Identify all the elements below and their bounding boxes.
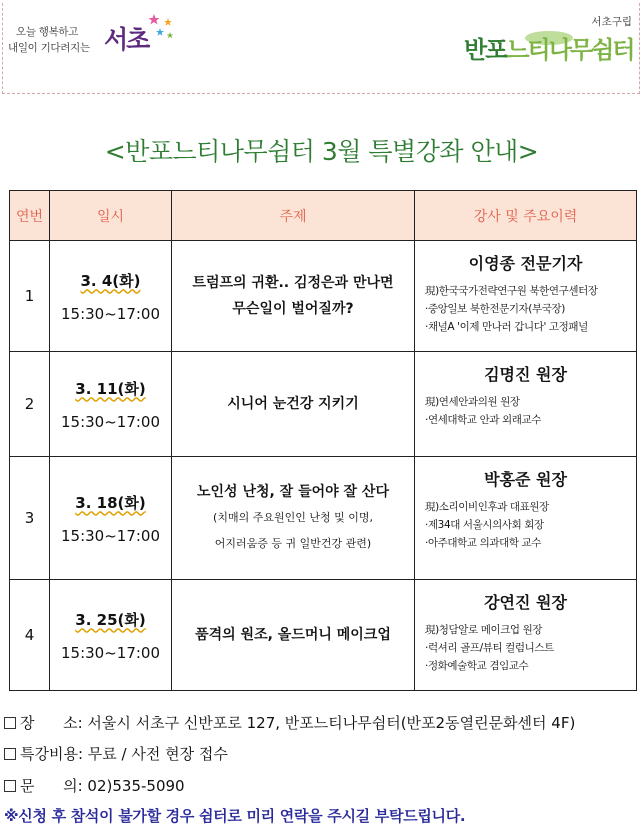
header-lecturer: 강사 및 주요이력 xyxy=(415,191,637,241)
lecturer-career: 現)한국국가전략연구원 북한연구센터장 xyxy=(425,285,598,297)
table-row xyxy=(10,457,637,580)
page-header xyxy=(0,0,643,97)
info-fee xyxy=(4,743,228,764)
table-row xyxy=(10,580,637,691)
row-topic-line2: 무슨일이 벌어질까? xyxy=(232,301,354,317)
info-contact-value: : 02)535-5090 xyxy=(77,777,185,795)
info-fee-label: 특강비용 xyxy=(20,745,78,763)
logo-brand: 서초 xyxy=(104,25,149,54)
info-place-label: 장 소 xyxy=(20,714,78,732)
logo-slogan-line1: 오늘 행복하고 xyxy=(16,26,79,38)
row-topic-cell xyxy=(172,457,415,580)
info-place xyxy=(4,712,575,733)
row-topic-detail: (치매의 주요원인인 난청 및 이명, xyxy=(213,511,373,524)
row-date: 3. 11(화) xyxy=(75,379,146,398)
row-time: 15:30~17:00 xyxy=(60,304,161,323)
lecturer-career: ·연세대학교 안과 외래교수 xyxy=(425,414,541,426)
row-time: 15:30~17:00 xyxy=(60,643,161,662)
square-bullet-icon xyxy=(4,780,16,792)
lecturer-career: 現)소리이비인후과 대표원장 xyxy=(425,501,549,513)
row-date: 3. 18(화) xyxy=(75,493,146,512)
row-lecturer-cell xyxy=(415,580,637,691)
table-row xyxy=(10,241,637,352)
row-no: 1 xyxy=(10,241,50,352)
row-topic: 품격의 원조, 올드머니 메이크업 xyxy=(195,627,391,643)
row-no: 3 xyxy=(10,457,50,580)
info-fee-value: : 무료 / 사전 현장 접수 xyxy=(77,745,228,763)
row-topic-detail: 어지러움증 등 귀 일반건강 관련) xyxy=(214,537,372,550)
row-date-cell xyxy=(50,241,172,352)
row-topic-cell xyxy=(172,580,415,691)
banpo-shelter-logo xyxy=(462,10,638,70)
logo-slogan-line2: 내일이 기다려지는 xyxy=(8,42,90,54)
info-contact xyxy=(4,775,185,796)
lecturer-name: 이영종 전문기자 xyxy=(468,254,583,273)
lecturer-career: 現)청담알로 메이크업 원장 xyxy=(425,624,543,636)
square-bullet-icon xyxy=(4,748,16,760)
header-no: 연번 xyxy=(10,191,50,241)
lecturer-career: ·채널A '이제 만나러 갑니다' 고정패널 xyxy=(425,321,588,333)
lecturer-name: 강연진 원장 xyxy=(484,593,567,612)
row-topic-cell xyxy=(172,352,415,457)
row-date: 3. 4(화) xyxy=(80,271,141,290)
lecturer-career: ·정화예술학교 겸임교수 xyxy=(425,660,529,672)
row-topic-cell xyxy=(172,241,415,352)
lecturer-name: 김명진 원장 xyxy=(484,365,567,384)
header-date: 일시 xyxy=(50,191,172,241)
info-place-value: : 서울시 서초구 신반포로 127, 반포느티나무쉼터(반포2동열린문화센터 4F) xyxy=(77,714,576,732)
row-time: 15:30~17:00 xyxy=(60,526,161,545)
lecturer-career: ·아주대학교 의과대학 교수 xyxy=(425,537,541,549)
row-no: 2 xyxy=(10,352,50,457)
lecturer-name: 박홍준 원장 xyxy=(484,470,567,489)
lecturer-career: ·중앙일보 북한전문기자(부국장) xyxy=(425,303,565,315)
row-date-cell xyxy=(50,352,172,457)
row-topic: 시니어 눈건강 지키기 xyxy=(227,396,359,412)
attendance-notice: ※신청 후 참석이 불가할 경우 쉼터로 미리 연락을 주시길 부탁드립니다. xyxy=(4,807,466,825)
square-bullet-icon xyxy=(4,717,16,729)
schedule-table xyxy=(9,190,637,691)
table-row xyxy=(10,352,637,457)
row-topic: 노인성 난청, 잘 들어야 잘 산다 xyxy=(197,484,389,500)
header-topic: 주제 xyxy=(172,191,415,241)
row-date-cell xyxy=(50,457,172,580)
row-time: 15:30~17:00 xyxy=(60,412,161,431)
info-contact-label: 문 의 xyxy=(20,777,78,795)
page-title: <반포느티나무쉼터 3월 특별강좌 안내> xyxy=(104,137,539,166)
row-lecturer-cell xyxy=(415,241,637,352)
logo-small-text: 서초구립 xyxy=(591,16,632,28)
row-lecturer-cell xyxy=(415,352,637,457)
table-header-row xyxy=(10,191,637,241)
lecturer-career: ·제34대 서울시의사회 회장 xyxy=(425,519,544,531)
row-no: 4 xyxy=(10,580,50,691)
seocho-logo xyxy=(4,10,194,64)
logo-brand-text: 반포느티나무쉼터 xyxy=(464,36,634,64)
row-date-cell xyxy=(50,580,172,691)
stars-icon xyxy=(144,10,184,50)
row-lecturer-cell xyxy=(415,457,637,580)
lecturer-career: ·럭셔리 골프/뷰티 컬럼니스트 xyxy=(425,642,554,654)
lecturer-career: 現)연세안과의원 원장 xyxy=(425,396,520,408)
row-date: 3. 25(화) xyxy=(75,610,146,629)
row-topic: 트럼프의 귀환.. 김정은과 만나면 xyxy=(192,275,394,291)
